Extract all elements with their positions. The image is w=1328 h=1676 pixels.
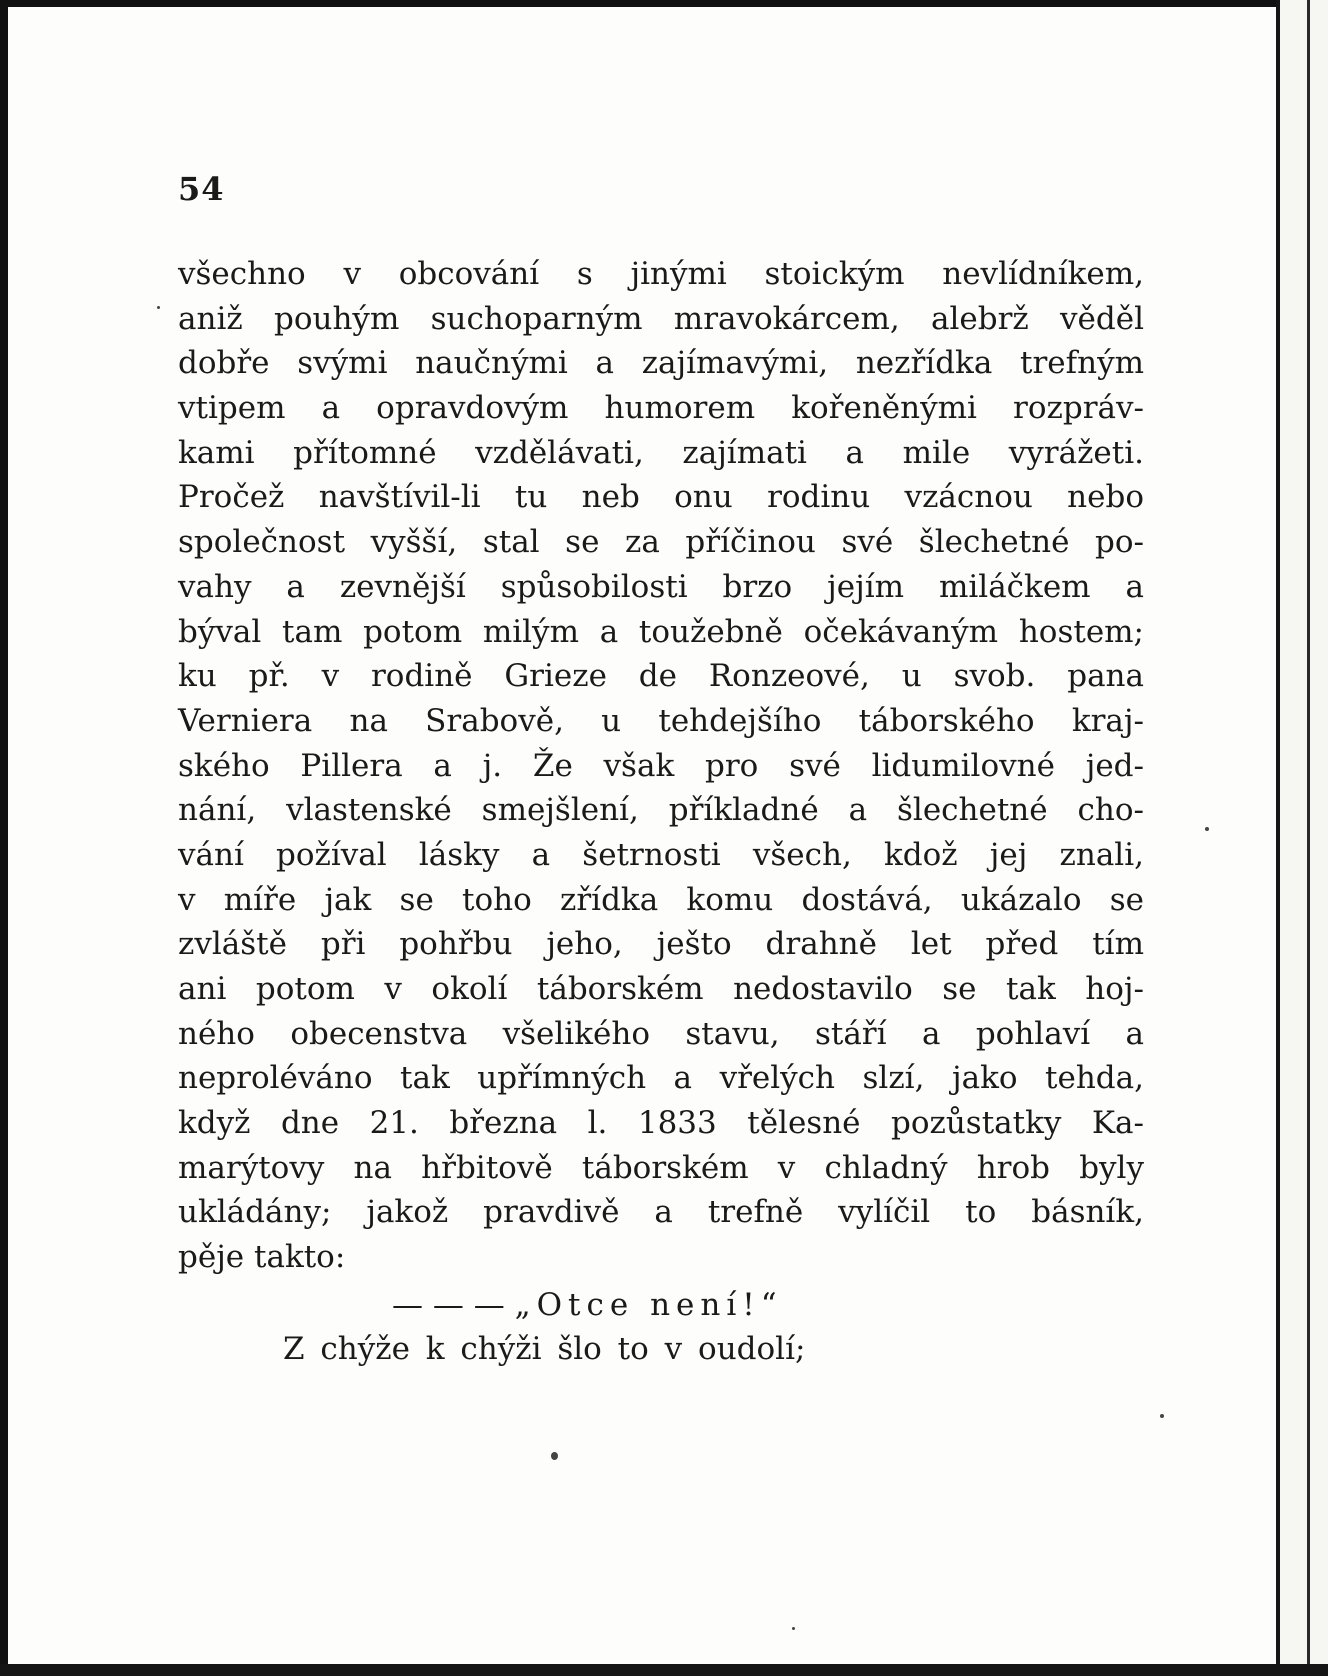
paragraph-line: Pročež navštívil-li tu neb onu rodinu vzácnou nebo	[178, 479, 1144, 516]
paragraph-line: býval tam potom milým a toužebně očekávaným hostem;	[178, 613, 1144, 650]
verse-line-2: Z chýže k chýži šlo to v oudolí;	[283, 1331, 806, 1367]
paragraph-line: dobře svými naučnými a zajímavými, nezřídka trefným	[178, 345, 1144, 382]
paragraph	[178, 252, 1144, 1280]
scan-edge-top	[0, 0, 1328, 7]
paragraph-line: ani potom v okolí táborském nedostavilo se tak hoj-	[178, 971, 1144, 1007]
paragraph-line: vtipem a opravdovým humorem kořeněnými rozpráv-	[178, 390, 1144, 427]
scan-speck	[1160, 1414, 1164, 1418]
paragraph-line: společnost vyšší, stal se za příčinou své šlechetné po-	[178, 524, 1144, 561]
paragraph-line: marýtovy na hřbitově táborském v chladný hrob byly	[178, 1149, 1144, 1186]
paragraph-line: kami přítomné vzdělávati, zajímati a mile vyrážeti.	[178, 434, 1144, 471]
scan-speck	[157, 306, 160, 309]
paragraph-line: když dne 21. března l. 1833 tělesné pozůstatky Ka-	[178, 1105, 1144, 1142]
scan-edge-bottom	[0, 1664, 1328, 1676]
paragraph-line: ku př. v rodině Grieze de Ronzeové, u svob. pana	[178, 658, 1144, 695]
paragraph-line: v míře jak se toho zřídka komu dostává, ukázalo se	[178, 881, 1144, 918]
paragraph-line: ného obecenstva všelikého stavu, stáří a pohlaví a	[178, 1015, 1144, 1052]
scan-speck	[1205, 827, 1209, 831]
paragraph-line: pěje takto:	[178, 1239, 346, 1276]
page-number: 54	[178, 170, 225, 208]
scan-edge-right	[1276, 0, 1328, 1676]
paragraph-line: neproléváno tak upřímných a vřelých slzí, jako tehda,	[178, 1060, 1144, 1097]
paragraph-line: aniž pouhým suchoparným mravokárcem, alebrž věděl	[178, 300, 1144, 337]
paragraph-line: nání, vlastenské smejšlení, příkladné a šlechetné cho-	[178, 792, 1144, 829]
scan-speck	[551, 1452, 558, 1460]
verse-quote: „Otce není!“	[514, 1287, 783, 1323]
paragraph-line: ukládány; jakož pravdivě a trefně vylíčil to básník,	[178, 1194, 1144, 1231]
paragraph-line: ského Pillera a j. Že však pro své lidumilovné jed-	[178, 747, 1144, 784]
paragraph-line: zvláště při pohřbu jeho, ješto drahně let před tím	[178, 926, 1144, 963]
scan-speck	[792, 1627, 795, 1630]
paragraph-line: vání požíval lásky a šetrnosti všech, kdož jej znali,	[178, 836, 1144, 873]
verse-dashes: — — —	[392, 1287, 505, 1323]
paragraph-line: Verniera na Srabově, u tehdejšího táborského kraj-	[178, 702, 1144, 739]
paragraph-line: vahy a zevnější spůsobilosti brzo jejím miláčkem a	[178, 568, 1144, 605]
scan-edge-left	[0, 0, 8, 1676]
verse-line-1	[392, 1283, 783, 1327]
paragraph-line: všechno v obcování s jinými stoickým nevlídníkem,	[178, 256, 1144, 292]
scan-edge-right-line	[1307, 0, 1310, 1676]
